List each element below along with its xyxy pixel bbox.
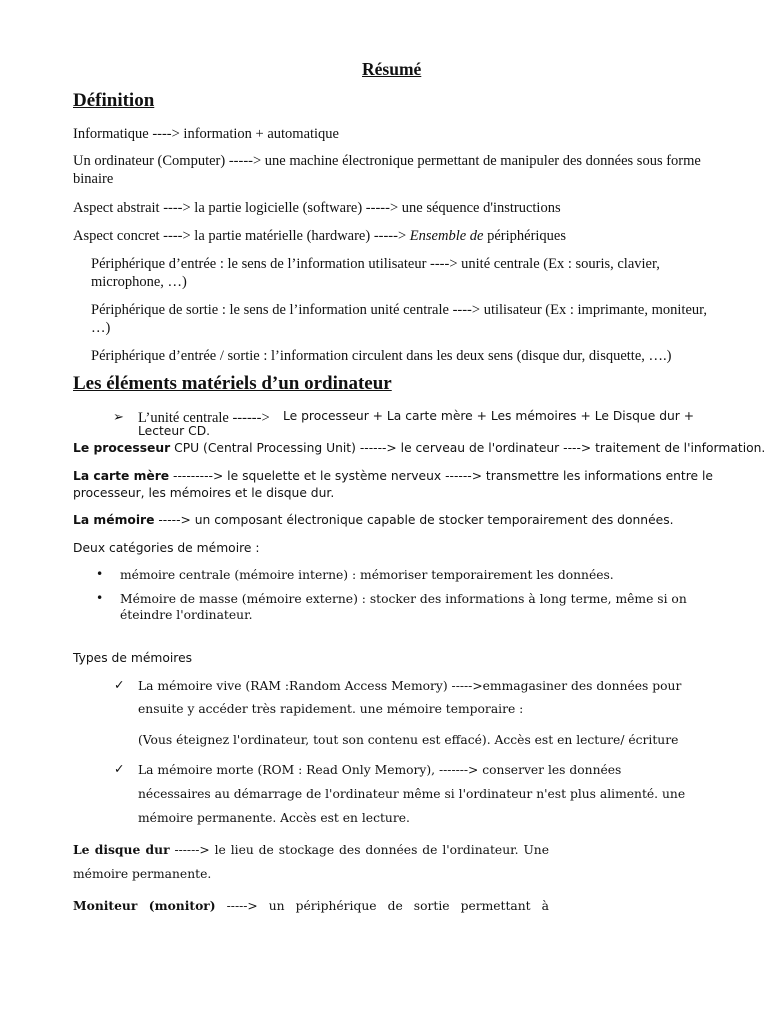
monitor-line bbox=[73, 894, 549, 918]
peripheral-output: Périphérique de sortie : le sens de l’information unité centrale ----> utilisateur (Ex : imprimante, moniteur, …) bbox=[91, 302, 708, 336]
disk-line-1 bbox=[73, 838, 549, 862]
motherboard-label: La carte mère bbox=[73, 469, 170, 483]
disk-line-2: mémoire permanente. bbox=[73, 867, 212, 881]
dot-bullet-icon: • bbox=[96, 567, 104, 581]
motherboard-line bbox=[73, 468, 723, 502]
aspect-concret-prefix: Aspect concret ----> la partie matérielle (hardware) -----> bbox=[73, 228, 410, 244]
definition-line-informatique: Informatique ----> information + automatique bbox=[73, 126, 339, 142]
central-unit-items: Le processeur + La carte mère + Les mémoires + Le Disque dur + Lecteur CD. bbox=[138, 409, 695, 438]
memory-text: -----> un composant électronique capable de stocker temporairement des données. bbox=[154, 513, 674, 527]
processor-label: Le processeur bbox=[73, 441, 171, 455]
processor-line bbox=[73, 440, 765, 457]
memory-category-central: mémoire centrale (mémoire interne) : mémoriser temporairement les données. bbox=[120, 568, 614, 582]
monitor-text: -----> un périphérique de sortie permettant à bbox=[215, 899, 550, 913]
rom-line-2: nécessaires au démarrage de l'ordinateur même si l'ordinateur n'est plus alimenté. une bbox=[138, 787, 686, 801]
central-unit-label: L’unité centrale ------> bbox=[138, 410, 270, 426]
definition-line-aspect-concret bbox=[73, 227, 566, 245]
peripheral-input: Périphérique d’entrée : le sens de l’information utilisateur ----> unité centrale (Ex : souris, clavier, microphone, …) bbox=[91, 256, 660, 290]
aspect-concret-suffix: périphériques bbox=[483, 228, 567, 244]
rom-line-1: La mémoire morte (ROM : Read Only Memory), -------> conserver les données bbox=[138, 763, 622, 777]
check-icon: ✓ bbox=[114, 678, 125, 692]
motherboard-text: ---------> le squelette et le système nerveux ------> transmettre les informations entre le processeur, les mémoires et le disque dur. bbox=[73, 469, 713, 500]
memory-categories-title: Deux catégories de mémoire : bbox=[73, 541, 260, 555]
definition-line-aspect-abstrait: Aspect abstrait ----> la partie logicielle (software) -----> une séquence d'instructions bbox=[73, 200, 561, 216]
arrow-bullet-icon: ➢ bbox=[113, 409, 124, 424]
processor-text: CPU (Central Processing Unit) ------> le cerveau de l'ordinateur ----> traitement de l'information. bbox=[170, 441, 766, 455]
ram-line-3: (Vous éteignez l'ordinateur, tout son contenu est effacé). Accès est en lecture/ écriture bbox=[138, 733, 679, 747]
monitor-label: Moniteur (monitor) bbox=[73, 898, 216, 913]
memory-types-title: Types de mémoires bbox=[73, 651, 193, 665]
page-title: Résumé bbox=[362, 59, 422, 79]
section-heading-materials: Les éléments matériels d’un ordinateur bbox=[73, 373, 392, 394]
peripheral-input-output: Périphérique d’entrée / sortie : l’information circulent dans les deux sens (disque dur, disquette, ….) bbox=[91, 348, 672, 364]
memory-line bbox=[73, 512, 674, 529]
definition-line-ordinateur: Un ordinateur (Computer) -----> une machine électronique permettant de manipuler des données sous forme binaire bbox=[73, 153, 701, 187]
rom-line-3: mémoire permanente. Accès est en lecture. bbox=[138, 811, 410, 825]
ram-line-1: La mémoire vive (RAM :Random Access Memory) ----->emmagasiner des données pour bbox=[138, 679, 682, 693]
memory-category-mass: Mémoire de masse (mémoire externe) : stocker des informations à long terme, même si on éteindre l'ordinateur. bbox=[120, 592, 687, 622]
ram-line-2: ensuite y accéder très rapidement. une mémoire temporaire : bbox=[138, 702, 524, 716]
disk-label: Le disque dur bbox=[73, 842, 170, 857]
section-heading-definition: Définition bbox=[73, 90, 155, 111]
dot-bullet-icon: • bbox=[96, 591, 104, 605]
aspect-concret-italic: Ensemble de bbox=[409, 228, 484, 244]
check-icon: ✓ bbox=[114, 762, 125, 776]
disk-text: ------> le lieu de stockage des données de l'ordinateur. Une bbox=[169, 843, 549, 857]
memory-label: La mémoire bbox=[73, 513, 155, 527]
